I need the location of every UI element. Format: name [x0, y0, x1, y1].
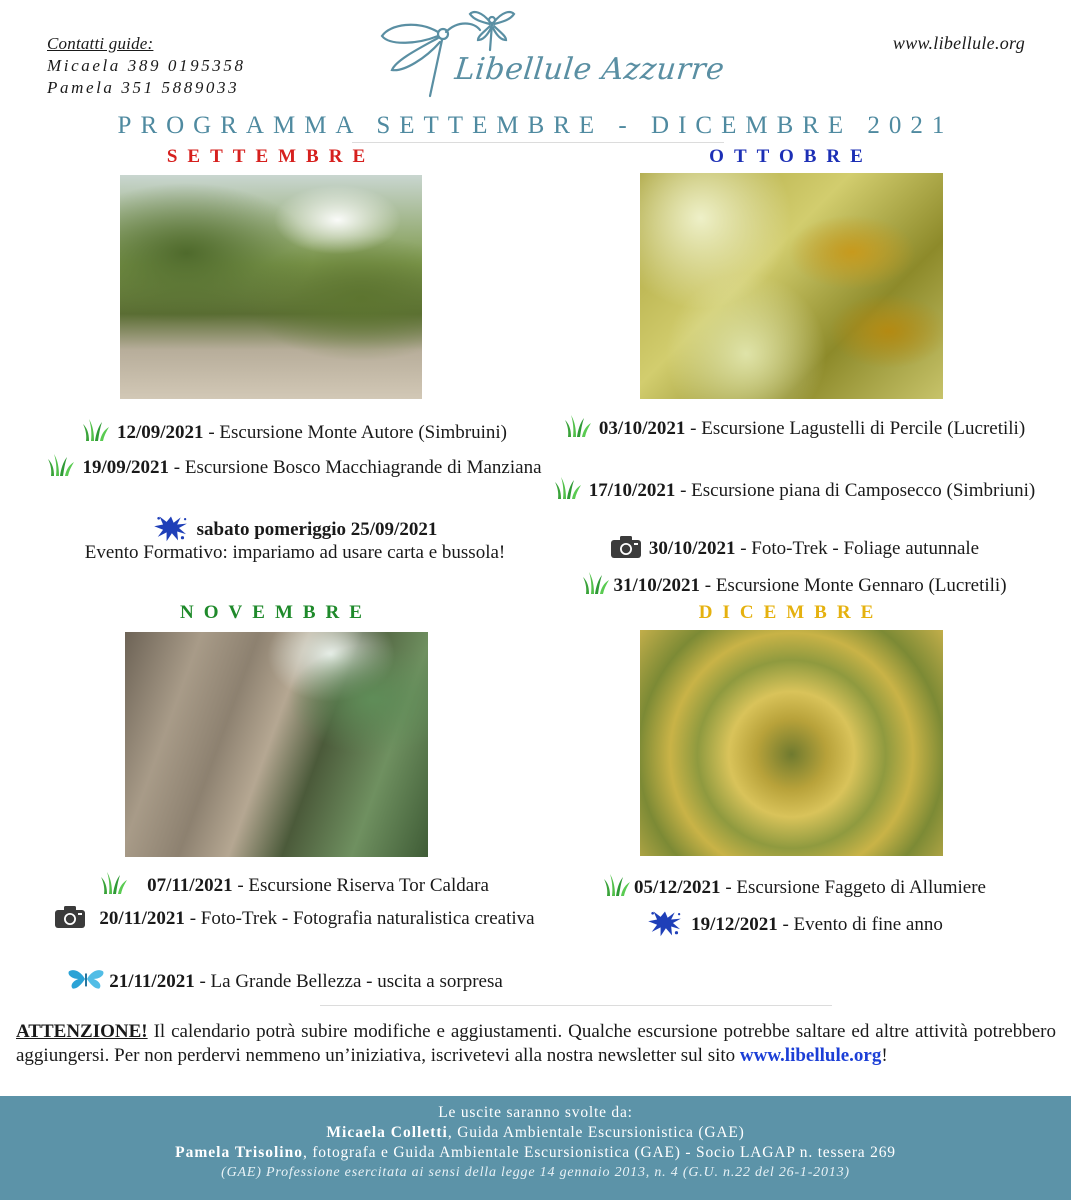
- butterfly-icon: [67, 967, 105, 991]
- guide-2-name: Pamela Trisolino: [175, 1144, 303, 1161]
- event-12-09: [30, 418, 560, 446]
- event-date: 07/11/2021: [147, 875, 233, 896]
- photo-cork-tree-novembre: [125, 632, 428, 857]
- footer-guide-1: [0, 1123, 1071, 1143]
- event-date: 21/11/2021: [109, 971, 195, 992]
- grass-icon: [565, 414, 591, 438]
- footer-band: [0, 1096, 1071, 1200]
- guide-contacts: [47, 33, 246, 99]
- notice-label: ATTENZIONE!: [16, 1021, 148, 1042]
- event-date: 12/09/2021: [117, 422, 204, 443]
- camera-icon: [611, 536, 641, 558]
- footer-intro: Le uscite saranno svolte da:: [438, 1104, 633, 1121]
- month-dicembre: DICEMBRE: [698, 602, 884, 623]
- event-text: - Foto-Trek - Foliage autunnale: [735, 538, 980, 559]
- event-text: - Escursione piana di Camposecco (Simbriuni): [675, 480, 1036, 501]
- photo-swirl-dicembre: [640, 630, 943, 856]
- notice-text: Il calendario potrà subire modifiche e aggiustamenti. Qualche escursione potrebbe saltare ed altre attività potrebbero aggiungersi. Per non perdervi nemmeno un’iniziativa, iscrivetevi alla nostra newsletter sul sito: [16, 1021, 1056, 1066]
- event-text: - Escursione Faggeto di Allumiere: [720, 877, 986, 898]
- event-date: 30/10/2021: [648, 538, 736, 559]
- splash-icon: [647, 908, 683, 938]
- month-ottobre: OTTOBRE: [709, 146, 873, 167]
- footer-legal: (GAE) Professione esercitata ai sensi della legge 14 gennaio 2013, n. 4 (G.U. n.22 del 26-1-2013): [221, 1165, 850, 1180]
- event-text: - Foto-Trek - Fotografia naturalistica creativa: [184, 908, 535, 929]
- contact-micaela: Micaela 389 0195358: [47, 56, 246, 75]
- event-text: - Escursione Bosco Macchiagrande di Manziana: [169, 457, 542, 478]
- grass-icon: [83, 418, 109, 442]
- month-novembre: NOVEMBRE: [180, 602, 372, 623]
- guide-1-name: Micaela Colletti: [326, 1124, 448, 1141]
- website-link-top[interactable]: www.libellule.org: [892, 33, 1025, 53]
- event-05-12: [545, 873, 1045, 901]
- website-link-notice[interactable]: www.libellule.org: [739, 1045, 882, 1066]
- month-settembre: SETTEMBRE: [166, 146, 376, 167]
- camera-icon: [55, 906, 85, 928]
- event-31-10: [545, 571, 1045, 599]
- program-title: PROGRAMMA SETTEMBRE - DICEMBRE 2021: [117, 112, 954, 139]
- event-date: 19/09/2021: [82, 457, 170, 478]
- event-text: - Evento di fine anno: [777, 914, 943, 935]
- footer-guide-2: [0, 1143, 1071, 1163]
- event-25-09-description: Evento Formativo: impariamo ad usare carta e bussola!: [84, 542, 506, 563]
- event-date: sabato pomeriggio 25/09/2021: [196, 519, 438, 540]
- guide-1-role: , Guida Ambientale Escursionistica (GAE): [447, 1124, 745, 1141]
- event-text: - Escursione Lagustelli di Percile (Lucretili): [685, 418, 1026, 439]
- contact-pamela: Pamela 351 5889033: [47, 78, 240, 97]
- event-19-12: [545, 908, 1045, 938]
- event-date: 17/10/2021: [588, 480, 676, 501]
- notice-paragraph: [16, 1020, 1056, 1068]
- grass-icon: [583, 571, 609, 595]
- grass-icon: [48, 453, 74, 477]
- event-text: - Escursione Monte Autore (Simbruini): [203, 422, 507, 443]
- event-date: 03/10/2021: [598, 418, 686, 439]
- event-text: - Escursione Riserva Tor Caldara: [232, 875, 489, 896]
- event-03-10: [545, 414, 1045, 442]
- splash-icon: [153, 513, 189, 543]
- contacts-title: Contatti guide:: [47, 34, 154, 53]
- photo-leaves-ottobre: [640, 173, 943, 399]
- event-date: 05/12/2021: [634, 877, 721, 898]
- notice-divider: [320, 1005, 832, 1006]
- grass-icon: [555, 476, 581, 500]
- event-19-09: [30, 453, 560, 481]
- event-21-11: [10, 967, 560, 995]
- guide-2-role: , fotografa e Guida Ambientale Escursionistica (GAE) - Socio LAGAP n. tessera 269: [302, 1144, 896, 1161]
- event-30-10: [545, 536, 1045, 562]
- event-25-09: [30, 513, 560, 543]
- notice-end: !: [881, 1045, 888, 1066]
- photo-forest-settembre: [120, 175, 422, 399]
- grass-icon: [604, 873, 630, 897]
- event-date: 19/12/2021: [691, 914, 778, 935]
- event-07-11: [30, 871, 560, 899]
- title-divider: [352, 142, 724, 143]
- event-text: - Escursione Monte Gennaro (Lucretili): [700, 575, 1007, 596]
- event-text: - La Grande Bellezza - uscita a sorpresa: [194, 971, 503, 992]
- logo-text: Libellule Azzurre: [453, 52, 727, 87]
- event-20-11: [30, 906, 560, 932]
- event-date: 31/10/2021: [613, 575, 700, 596]
- event-date: 20/11/2021: [99, 908, 185, 929]
- grass-icon: [101, 871, 127, 895]
- event-17-10: [545, 476, 1045, 504]
